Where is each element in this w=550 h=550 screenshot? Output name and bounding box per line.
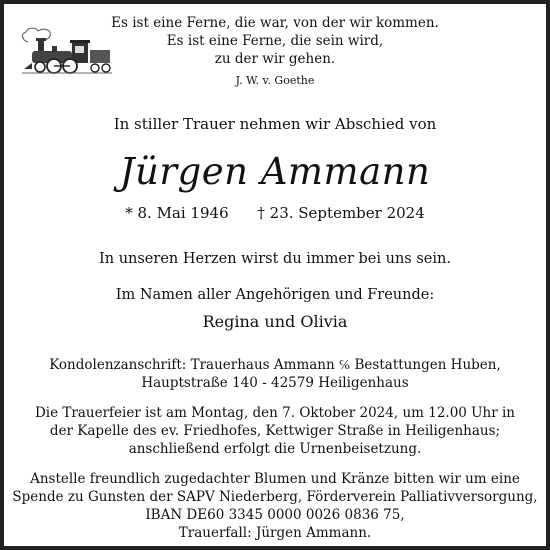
quote-line-1: Es ist eine Ferne, die war, von der wir kommen. bbox=[111, 15, 439, 31]
deceased-name: Jürgen Ammann bbox=[119, 150, 431, 193]
quote-line-3: zu der wir gehen. bbox=[214, 51, 336, 67]
remembrance-line: In unseren Herzen wirst du immer bei uns sein. bbox=[99, 251, 451, 267]
family-names: Regina und Olivia bbox=[202, 312, 348, 331]
donation-line-2: Spende zu Gunsten der SAPV Niederberg, Förderverein Palliativversorgung, bbox=[12, 489, 538, 505]
family-intro: Im Namen aller Angehörigen und Freunde: bbox=[115, 287, 435, 303]
quote-author: J. W. v. Goethe bbox=[235, 74, 315, 87]
goethe-quote bbox=[4, 14, 546, 68]
life-dates bbox=[4, 204, 546, 222]
intro-text: In stiller Trauer nehmen wir Abschied von bbox=[113, 115, 437, 133]
quote-line-2: Es ist eine Ferne, die sein wird, bbox=[166, 33, 384, 49]
birth-date: * 8. Mai 1946 bbox=[125, 204, 229, 222]
address-line-1: Kondolenzanschrift: Trauerhaus Ammann ℅ Bestattungen Huben, bbox=[49, 357, 501, 373]
service-line-1: Die Trauerfeier ist am Montag, den 7. Oktober 2024, um 12.00 Uhr in bbox=[34, 405, 515, 421]
donation-line-3: IBAN DE60 3345 0000 0026 0836 75, bbox=[145, 507, 405, 523]
funeral-service-info bbox=[4, 404, 546, 458]
death-date: † 23. September 2024 bbox=[257, 204, 425, 222]
donation-line-4: Trauerfall: Jürgen Ammann. bbox=[178, 525, 372, 541]
donation-line-1: Anstelle freundlich zugedachter Blumen und Kränze bitten wir um eine bbox=[30, 471, 520, 487]
service-line-2: der Kapelle des ev. Friedhofes, Kettwiger Straße in Heiligenhaus; bbox=[49, 423, 501, 439]
address-line-2: Hauptstraße 140 - 42579 Heiligenhaus bbox=[141, 375, 409, 391]
service-line-3: anschließend erfolgt die Urnenbeisetzung. bbox=[128, 441, 422, 457]
donation-request bbox=[4, 470, 546, 542]
condolence-address bbox=[4, 356, 546, 392]
